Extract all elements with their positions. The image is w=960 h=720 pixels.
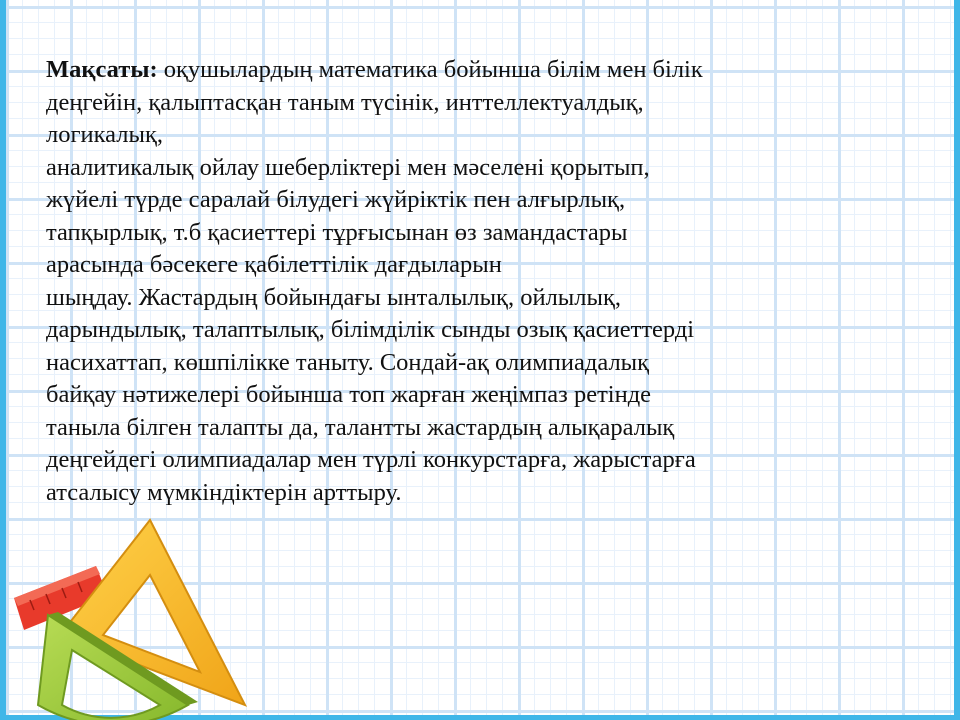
paragraph-line: дарындылық, талаптылық, білімділік сынды озық қасиеттерді [46, 316, 695, 343]
first-line-text: оқушылардың математика бойынша білім мен білік [157, 56, 703, 83]
paragraph-line: деңгейін, қалыптасқан таным түсінік, инттеллектуалдық, [46, 88, 644, 116]
paragraph-line: тапқырлық, т.б қасиеттері тұрғысынан өз замандастары [46, 218, 628, 246]
paragraph-line: аналитикалық ойлау шеберліктері мен мәселені қорытып, [46, 153, 650, 181]
paragraph-line: шыңдау. Жастардың бойындағы ынталылық, ойлылық, [46, 283, 621, 311]
goal-label: Мақсаты: [46, 56, 158, 83]
paragraph-line: логикалық, [46, 121, 163, 148]
paragraph-line: жүйелі түрде саралай білудегі жүйріктік пен алғырлық, [46, 186, 626, 213]
frame-right-border [954, 0, 960, 720]
paragraph-line: атсалысу мүмкіндіктерін арттыру. [46, 478, 402, 506]
paragraph-line: насихаттап, көшпілікке таныту. Сондай-ақ олимпиадалық [46, 348, 650, 376]
paragraph-line: таныла білген талапты да, талантты жастардың алықаралық [46, 413, 675, 441]
paragraph-line: арасында бәсекеге қабілеттілік дағдыларын [46, 251, 502, 278]
paragraph-line: деңгейдегі олимпиадалар мен түрлі конкурстарға, жарыстарға [46, 446, 696, 473]
paragraph-line-first [46, 54, 926, 87]
paragraph-line: байқау нәтижелері бойынша топ жарған жеңімпаз ретінде [46, 381, 652, 408]
goal-paragraph [46, 54, 926, 509]
